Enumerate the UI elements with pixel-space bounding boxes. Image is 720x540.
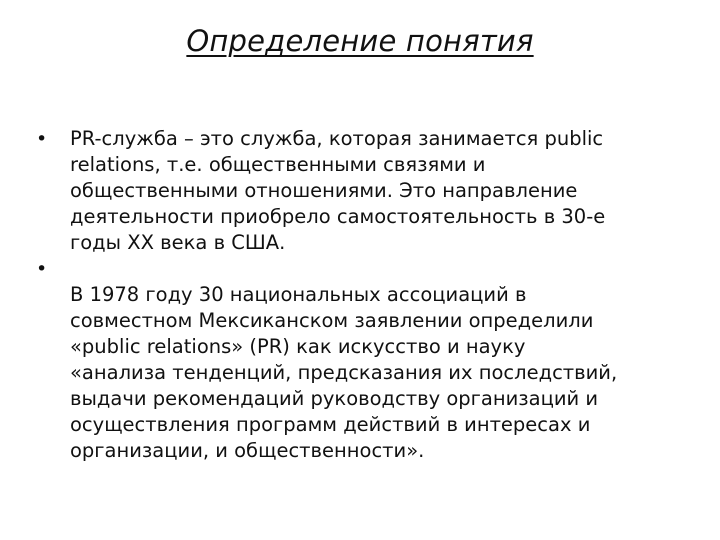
bullet-item-mexican-statement xyxy=(36,256,686,464)
bullet-line: В 1978 году 30 национальных ассоциаций в xyxy=(70,283,527,306)
bullet-line: совместном Мексиканском заявлении определили xyxy=(70,309,594,332)
bullet-list xyxy=(36,126,686,464)
bullet-icon: • xyxy=(36,258,48,280)
bullet-line: relations, т.е. общественными связями и xyxy=(70,153,486,176)
bullet-icon: • xyxy=(36,128,48,150)
bullet-item-pr-service xyxy=(36,126,686,256)
bullet-line: организации, и общественности». xyxy=(70,439,425,462)
bullet-line: выдачи рекомендаций руководству организаций и xyxy=(70,387,599,410)
bullet-line: «public relations» (PR) как искусство и науку xyxy=(70,335,526,358)
bullet-line: PR-служба – это служба, которая занимается public xyxy=(70,127,604,150)
empty-line xyxy=(70,256,686,282)
bullet-line: деятельности приобрело самостоятельность в 30-е xyxy=(70,205,606,228)
bullet-line: осуществления программ действий в интересах и xyxy=(70,413,591,436)
bullet-line: «анализа тенденций, предсказания их последствий, xyxy=(70,361,618,384)
bullet-line: годы ХХ века в США. xyxy=(70,231,286,254)
bullet-line: общественными отношениями. Это направление xyxy=(70,179,578,202)
slide-title: Определение понятия xyxy=(186,24,534,58)
